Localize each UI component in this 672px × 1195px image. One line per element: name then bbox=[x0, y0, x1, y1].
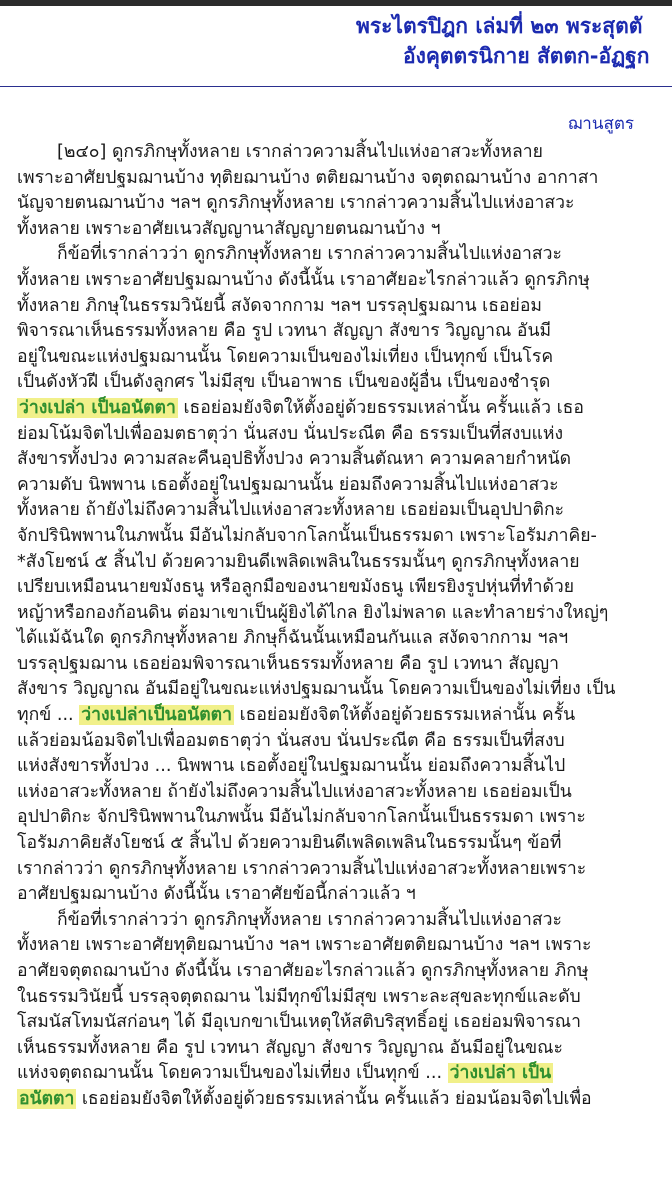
text-segment: [๒๔๐] ดูกรภิกษุทั้งหลาย เรากล่าวความสิ้นไปแห่งอาสวะทั้งหลาย bbox=[57, 142, 543, 162]
text-segment: จักปรินิพพานในภพนั้น มีอันไม่กลับจากโลกนั้นเป็นธรรมดา เพราะโอรัมภาคิย- bbox=[17, 525, 597, 546]
text-segment: สังขารทั้งปวง ความสละคืนอุปธิทั้งปวง ความสิ้นตัณหา ความคลายกำหนัด bbox=[17, 449, 572, 470]
search-highlight[interactable]: อนัตตา bbox=[19, 1088, 75, 1109]
text-line bbox=[17, 191, 667, 217]
text-line bbox=[17, 601, 667, 627]
text-segment: ก็ข้อที่เรากล่าวว่า ดูกรภิกษุทั้งหลาย เรากล่าวความสิ้นไปแห่งอาสวะ bbox=[57, 909, 562, 930]
text-line bbox=[17, 447, 667, 473]
text-line bbox=[17, 473, 667, 499]
search-highlight[interactable]: ว่างเปล่าเป็นอนัตตา bbox=[81, 705, 232, 726]
text-segment: ทั้งหลาย ภิกษุในธรรมวินัยนี้ สงัดจากกาม ฯลฯ บรรลุปฐมฌาน เธอย่อม bbox=[17, 295, 542, 316]
text-line bbox=[17, 396, 667, 422]
header-title-line2: อังคุตตรนิกาย สัตตก-อัฏฐก bbox=[403, 44, 650, 68]
text-line bbox=[17, 780, 667, 806]
text-line bbox=[17, 626, 667, 652]
text-segment: ทั้งหลาย เพราะอาศัยเนวสัญญานาสัญญายตนฌานบ้าง ฯ bbox=[17, 218, 441, 239]
text-line bbox=[17, 703, 667, 729]
paragraph bbox=[17, 242, 667, 907]
text-segment: แห่งอาสวะทั้งหลาย ถ้ายังไม่ถึงความสิ้นไปแห่งอาสวะทั้งหลาย เธอย่อมเป็น bbox=[17, 781, 572, 802]
header-title-line1: พระไตรปิฎก เล่มที่ ๒๓ พระสุตตั bbox=[356, 14, 643, 38]
text-line bbox=[17, 166, 667, 192]
text-segment: เป็นดังหัวฝี เป็นดังลูกศร ไม่มีสุข เป็นอาพาธ เป็นของผู้อื่น เป็นของชำรุด bbox=[17, 372, 551, 393]
text-segment: เปรียบเหมือนนายขมังธนู หรือลูกมือของนายขมังธนู เพียรยิงรูปหุ่นที่ทำด้วย bbox=[17, 577, 575, 598]
text-segment: บรรลุปฐมฌาน เธอย่อมพิจารณาเห็นธรรมทั้งหลาย คือ รูป เวทนา สัญญา bbox=[17, 653, 560, 674]
text-line bbox=[17, 1061, 667, 1087]
text-line bbox=[17, 933, 667, 959]
text-line bbox=[17, 652, 667, 678]
text-segment: โอรัมภาคิยสังโยชน์ ๕ สิ้นไป ด้วยความยินดีเพลิดเพลินในธรรมนั้นๆ ข้อที่ bbox=[17, 833, 562, 854]
text-segment: สังขาร วิญญาณ อันมีอยู่ในขณะแห่งปฐมฌานนั้น โดยความเป็นของไม่เที่ยง เป็น bbox=[17, 679, 616, 700]
text-segment: ความดับ นิพพาน เธอตั้งอยู่ในปฐมฌานนั้น ย่อมถึงความสิ้นไปแห่งอาสวะ bbox=[17, 474, 559, 495]
text-segment: ทั้งหลาย เพราะอาศัยทุติยฌานบ้าง ฯลฯ เพราะอาศัยตติยฌานบ้าง ฯลฯ เพราะ bbox=[17, 935, 592, 956]
text-line bbox=[17, 908, 667, 934]
text-segment: หญ้าหรือกองก้อนดิน ต่อมาเขาเป็นผู้ยิงได้ไกล ยิงไม่พลาด และทำลายร่างใหญ่ๆ bbox=[17, 602, 609, 623]
text-line bbox=[17, 1010, 667, 1036]
paragraph bbox=[17, 908, 667, 1113]
text-segment: แล้วย่อมน้อมจิตไปเพื่ออมตธาตุว่า นั่นสงบ นั่นประณีต คือ ธรรมเป็นที่สงบ bbox=[17, 730, 565, 751]
top-status-bar bbox=[0, 0, 672, 6]
text-segment: อาศัยปฐมฌานบ้าง ดังนี้นั้น เราอาศัยข้อนี้กล่าวแล้ว ฯ bbox=[17, 884, 416, 905]
text-segment: อาศัยจตุตถฌานบ้าง ดังนี้นั้น เราอาศัยอะไรกล่าวแล้ว ดูกรภิกษุทั้งหลาย ภิกษุ bbox=[17, 961, 589, 981]
text-line bbox=[17, 319, 667, 345]
search-highlight[interactable]: ว่างเปล่า เป็นอนัตตา bbox=[19, 397, 176, 418]
text-line bbox=[17, 422, 667, 448]
text-line bbox=[17, 345, 667, 371]
text-segment: *สังโยชน์ ๕ สิ้นไป ด้วยความยินดีเพลิดเพลินในธรรมนั้นๆ ดูกรภิกษุทั้งหลาย bbox=[17, 551, 580, 572]
text-segment: ทั้งหลาย เพราะอาศัยปฐมฌานบ้าง ดังนี้นั้น เราอาศัยอะไรกล่าวแล้ว ดูกรภิกษุ bbox=[17, 269, 590, 290]
text-line bbox=[17, 985, 667, 1011]
text-line bbox=[17, 831, 667, 857]
text-line bbox=[17, 268, 667, 294]
text-line bbox=[17, 1036, 667, 1062]
text-line bbox=[17, 217, 667, 243]
text-segment: เพราะอาศัยปฐมฌานบ้าง ทุติยฌานบ้าง ตติยฌานบ้าง จตุตถฌานบ้าง อากาสา bbox=[17, 167, 599, 188]
text-segment: อุปปาติกะ จักปรินิพพานในภพนั้น มีอันไม่กลับจากโลกนั้นเป็นธรรมดา เพราะ bbox=[17, 807, 586, 828]
text-line bbox=[17, 1087, 667, 1113]
sutta-title: ฌานสูตร bbox=[567, 114, 634, 134]
text-segment: แห่งสังขารทั้งปวง ... นิพพาน เธอตั้งอยู่ในปฐมฌานนั้น ย่อมถึงความสิ้นไป bbox=[17, 756, 566, 777]
text-line bbox=[17, 729, 667, 755]
text-segment: นัญจายตนฌานบ้าง ฯลฯ ดูกรภิกษุทั้งหลาย เรากล่าวความสิ้นไปแห่งอาสวะ bbox=[17, 193, 575, 214]
text-line bbox=[17, 294, 667, 320]
text-segment: อยู่ในขณะแห่งปฐมฌานนั้น โดยความเป็นของไม่เที่ยง เป็นทุกข์ เป็นโรค bbox=[17, 346, 554, 367]
text-segment: ย่อมโน้มจิตไปเพื่ออมตธาตุว่า นั่นสงบ นั่นประณีต คือ ธรรมเป็นที่สงบแห่ง bbox=[17, 423, 564, 444]
text-line bbox=[17, 677, 667, 703]
text-segment: เรากล่าวว่า ดูกรภิกษุทั้งหลาย เรากล่าวความสิ้นไปแห่งอาสวะทั้งหลายเพราะ bbox=[17, 858, 587, 879]
text-segment: ในธรรมวินัยนี้ บรรลุจตุตถฌาน ไม่มีทุกข์ไม่มีสุข เพราะละสุขละทุกข์และดับ bbox=[17, 986, 581, 1007]
text-segment: แห่งจตุตถฌานนั้น โดยความเป็นของไม่เที่ยง เป็นทุกข์ ... bbox=[17, 1063, 448, 1084]
scripture-body bbox=[17, 140, 667, 1113]
text-line bbox=[17, 575, 667, 601]
text-line bbox=[17, 242, 667, 268]
text-line bbox=[17, 754, 667, 780]
text-segment: เธอย่อมยังจิตให้ตั้งอยู่ด้วยธรรมเหล่านั้น ครั้นแล้ว เธอ bbox=[177, 397, 584, 418]
text-line bbox=[17, 805, 667, 831]
search-highlight[interactable]: ว่างเปล่า เป็น bbox=[449, 1063, 552, 1084]
text-line bbox=[17, 498, 667, 524]
text-line bbox=[17, 550, 667, 576]
text-segment: ก็ข้อที่เรากล่าวว่า ดูกรภิกษุทั้งหลาย เรากล่าวความสิ้นไปแห่งอาสวะ bbox=[57, 244, 562, 265]
text-segment: เธอย่อมยังจิตให้ตั้งอยู่ด้วยธรรมเหล่านั้น ครั้นแล้ว ย่อมน้อมจิตไปเพื่อ bbox=[76, 1088, 592, 1109]
text-line bbox=[17, 882, 667, 908]
text-line bbox=[17, 524, 667, 550]
text-line bbox=[17, 857, 667, 883]
text-segment: เห็นธรรมทั้งหลาย คือ รูป เวทนา สัญญา สังขาร วิญญาณ อันมีอยู่ในขณะ bbox=[17, 1037, 563, 1058]
paragraph bbox=[17, 140, 667, 242]
text-segment: โสมนัสโทมนัสก่อนๆ ได้ มีอุเบกขาเป็นเหตุให้สติบริสุทธิ์อยู่ เธอย่อมพิจารณา bbox=[17, 1012, 582, 1033]
text-line bbox=[17, 140, 667, 166]
text-line bbox=[17, 959, 667, 985]
text-segment: ได้แม้ฉันใด ดูกรภิกษุทั้งหลาย ภิกษุก็ฉันนั้นเหมือนกันแล สงัดจากกาม ฯลฯ bbox=[17, 628, 569, 649]
text-segment: ทุกข์ ... bbox=[17, 705, 80, 726]
page-header bbox=[0, 8, 672, 87]
text-line bbox=[17, 370, 667, 396]
text-segment: พิจารณาเห็นธรรมทั้งหลาย คือ รูป เวทนา สัญญา สังขาร วิญญาณ อันมี bbox=[17, 321, 552, 342]
text-segment: เธอย่อมยังจิตให้ตั้งอยู่ด้วยธรรมเหล่านั้น ครั้น bbox=[233, 705, 576, 726]
text-segment: ทั้งหลาย ถ้ายังไม่ถึงความสิ้นไปแห่งอาสวะทั้งหลาย เธอย่อมเป็นอุปปาติกะ bbox=[17, 500, 565, 521]
